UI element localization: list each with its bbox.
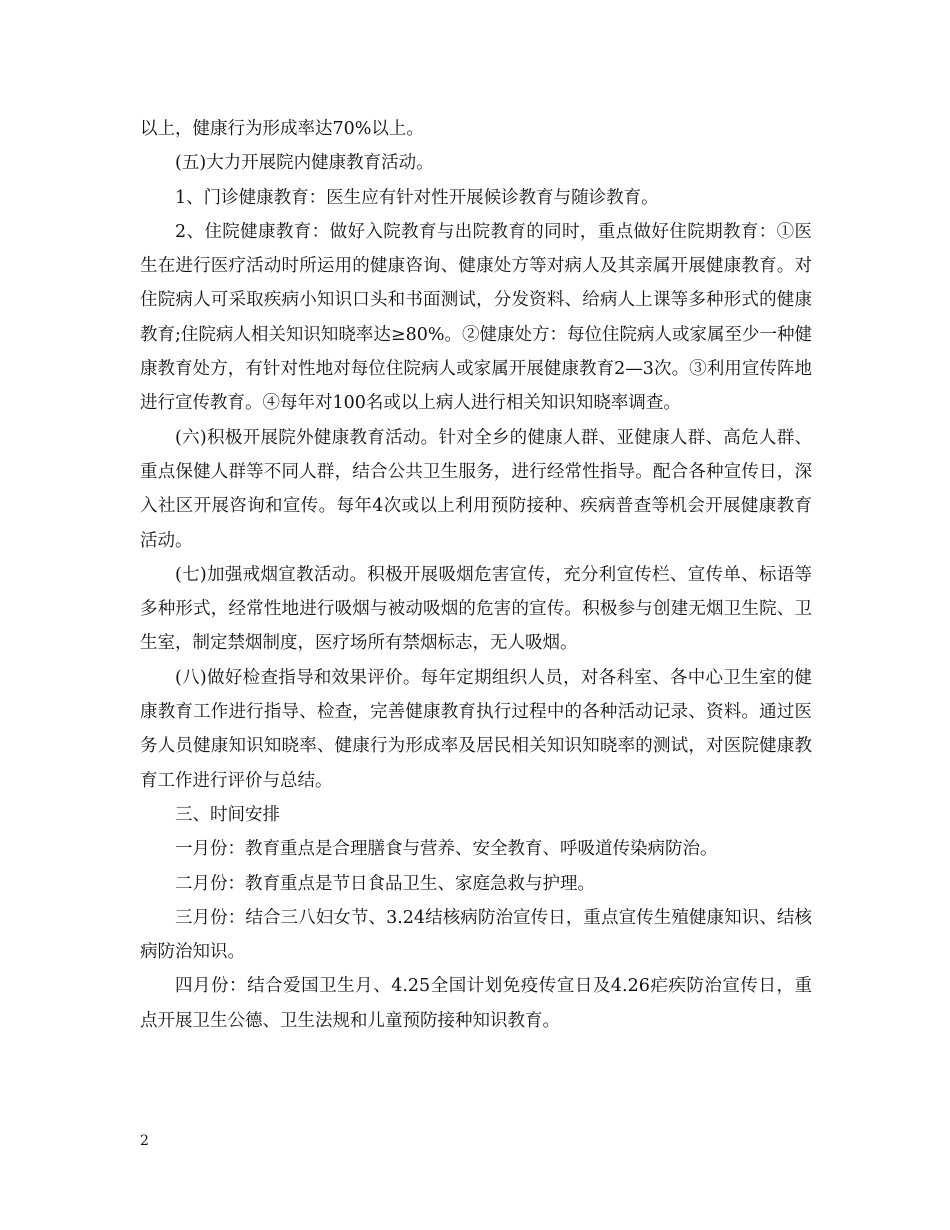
schedule-item: 三月份：结合三八妇女节、3.24结核病防治宣传日，重点宣传生殖健康知识、结核病防治知识。 — [140, 907, 812, 963]
document-body — [140, 112, 812, 1038]
paragraph: 1、门诊健康教育：医生应有针对性开展候诊教育与随诊教育。 — [175, 187, 659, 208]
paragraph: 以上，健康行为形成率达70%以上。 — [140, 119, 424, 139]
paragraph: (六)积极开展院外健康教育活动。针对全乡的健康人群、亚健康人群、高危人群、重点保健人群等不同人群，结合公共卫生服务，进行经常性指导。配合各种宣传日，深入社区开展咨询和宣传。每年4次或以上利用预防接种、疾病普查等机会开展健康教育活动。 — [140, 427, 812, 551]
schedule-item: 二月份：教育重点是节日食品卫生、家庭急救与护理。 — [175, 873, 595, 894]
section-heading-schedule: 三、时间安排 — [175, 804, 280, 825]
schedule-item: 四月份：结合爱国卫生月、4.25全国计划免疫传宣日及4.26疟疾防治宣传日，重点开展卫生公德、卫生法规和儿童预防接种知识教育。 — [140, 976, 812, 1031]
page-number: 2 — [140, 1133, 149, 1149]
paragraph: (七)加强戒烟宣教活动。积极开展吸烟危害宣传，充分利宣传栏、宣传单、标语等多种形式，经常性地进行吸烟与被动吸烟的危害的宣传。积极参与创建无烟卫生院、卫生室，制定禁烟制度，医疗场所有禁烟标志，无人吸烟。 — [140, 564, 812, 654]
paragraph: 2、住院健康教育：做好入院教育与出院教育的同时，重点做好住院期教育：①医生在进行医疗活动时所运用的健康咨询、健康处方等对病人及其亲属开展健康教育。对住院病人可采取疾病小知识口头和书面测试，分发资料、给病人上课等多种形式的健康教育;住院病人相关知识知晓率达≥80%。②健康处方：每位住院病人或家属至少一种健康教育处方，有针对性地对每位住院病人或家属开展健康教育2—3次。③利用宣传阵地进行宣传教育。④每年对100名或以上病人进行相关知识知晓率调查。 — [140, 221, 812, 414]
section-heading-5: (五)大力开展院内健康教育活动。 — [175, 153, 434, 174]
paragraph: (八)做好检查指导和效果评价。每年定期组织人员，对各科室、各中心卫生室的健康教育工作进行指导、检查，完善健康教育执行过程中的各种活动记录、资料。通过医务人员健康知识知晓率、健康行为形成率及居民相关知识知晓率的测试，对医院健康教育工作进行评价与总结。 — [140, 667, 812, 791]
schedule-item: 一月份：教育重点是合理膳食与营养、安全教育、呼吸道传染病防治。 — [175, 839, 718, 860]
